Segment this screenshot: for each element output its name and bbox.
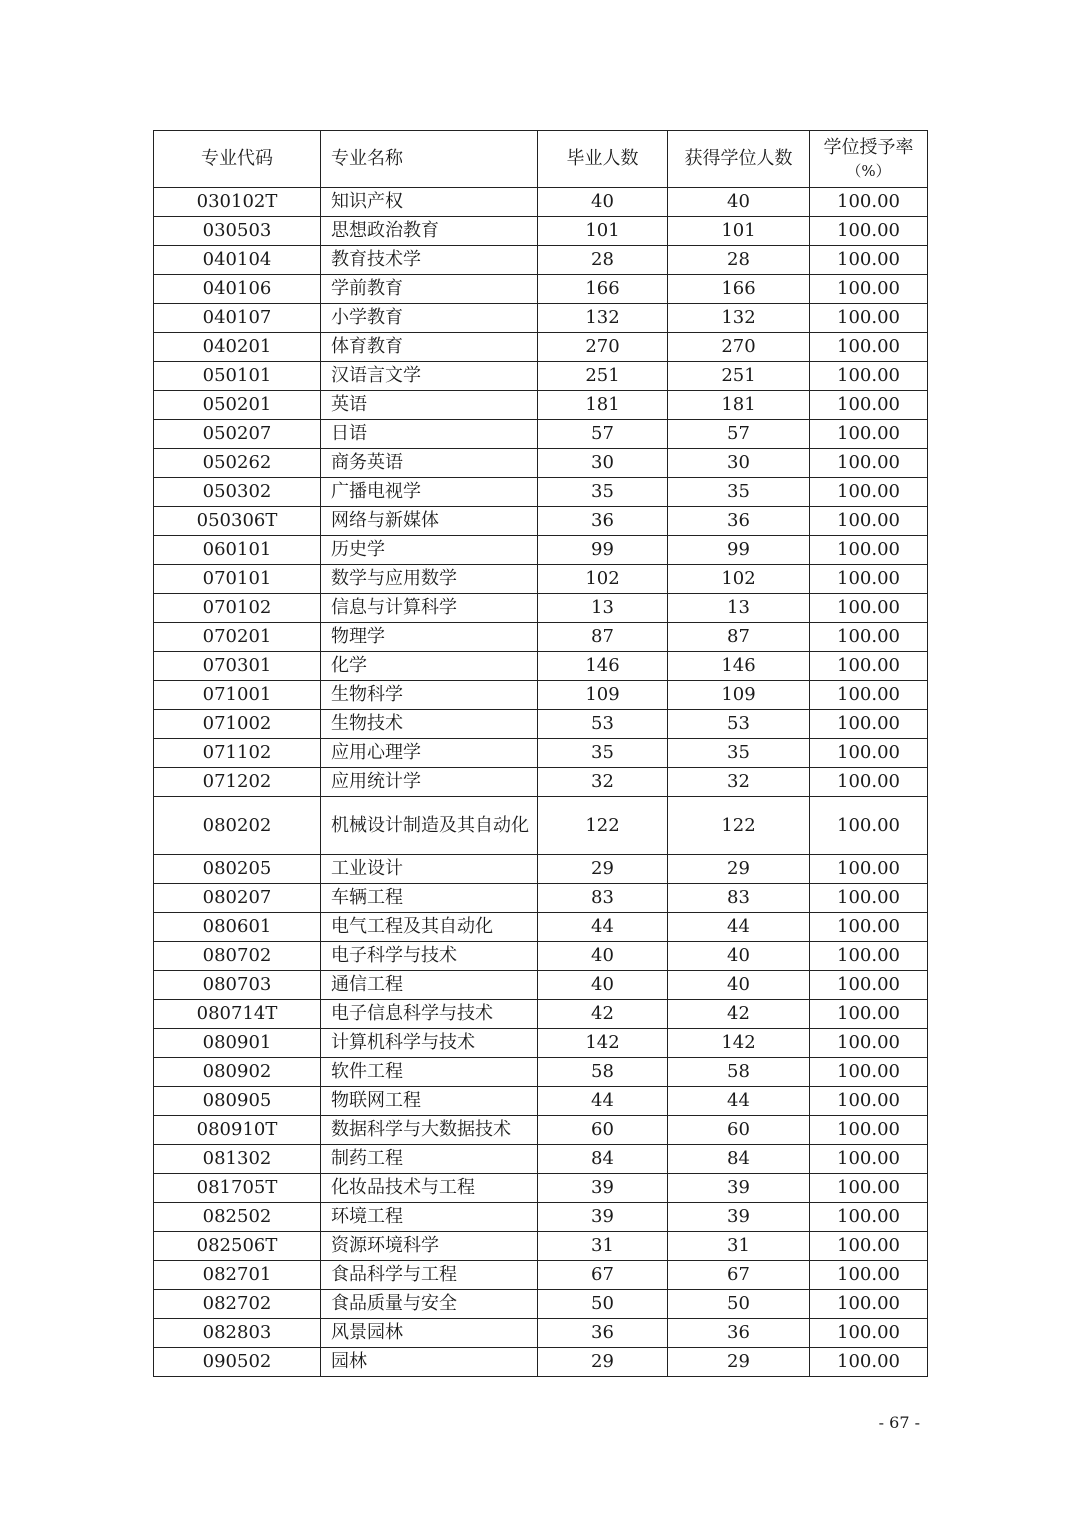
cell-award-rate: 100.00 <box>810 275 928 304</box>
cell-graduates: 36 <box>538 507 668 536</box>
table-header-row <box>154 131 928 188</box>
table-row <box>154 449 928 478</box>
cell-graduates: 84 <box>538 1145 668 1174</box>
cell-graduates: 53 <box>538 710 668 739</box>
cell-graduates: 251 <box>538 362 668 391</box>
cell-degrees-awarded: 60 <box>668 1116 810 1145</box>
cell-degrees-awarded: 32 <box>668 768 810 797</box>
cell-award-rate: 100.00 <box>810 768 928 797</box>
table-row <box>154 536 928 565</box>
cell-major-name: 园林 <box>321 1348 538 1377</box>
cell-major-code: 070101 <box>154 565 321 594</box>
cell-major-name: 历史学 <box>321 536 538 565</box>
table-row <box>154 594 928 623</box>
cell-major-name: 小学教育 <box>321 304 538 333</box>
cell-graduates: 58 <box>538 1058 668 1087</box>
cell-major-code: 040106 <box>154 275 321 304</box>
cell-graduates: 29 <box>538 855 668 884</box>
cell-award-rate: 100.00 <box>810 333 928 362</box>
cell-major-code: 030102T <box>154 188 321 217</box>
table-row <box>154 565 928 594</box>
cell-graduates: 36 <box>538 1319 668 1348</box>
cell-major-code: 080702 <box>154 942 321 971</box>
cell-award-rate: 100.00 <box>810 478 928 507</box>
table-row <box>154 739 928 768</box>
cell-major-name: 广播电视学 <box>321 478 538 507</box>
cell-graduates: 28 <box>538 246 668 275</box>
header-major-code: 专业代码 <box>154 131 321 188</box>
cell-degrees-awarded: 122 <box>668 797 810 855</box>
cell-major-code: 082702 <box>154 1290 321 1319</box>
cell-major-name: 风景园林 <box>321 1319 538 1348</box>
table-row <box>154 217 928 246</box>
cell-major-name: 学前教育 <box>321 275 538 304</box>
table-row <box>154 913 928 942</box>
cell-graduates: 60 <box>538 1116 668 1145</box>
cell-award-rate: 100.00 <box>810 623 928 652</box>
cell-graduates: 35 <box>538 739 668 768</box>
cell-major-code: 040107 <box>154 304 321 333</box>
cell-award-rate: 100.00 <box>810 304 928 333</box>
cell-degrees-awarded: 67 <box>668 1261 810 1290</box>
cell-major-name: 食品科学与工程 <box>321 1261 538 1290</box>
cell-degrees-awarded: 102 <box>668 565 810 594</box>
cell-degrees-awarded: 40 <box>668 971 810 1000</box>
cell-degrees-awarded: 101 <box>668 217 810 246</box>
table-row <box>154 855 928 884</box>
header-award-rate-title: 学位授予率 <box>823 137 914 158</box>
cell-major-code: 050201 <box>154 391 321 420</box>
table-row <box>154 768 928 797</box>
cell-major-code: 070201 <box>154 623 321 652</box>
cell-graduates: 50 <box>538 1290 668 1319</box>
cell-graduates: 40 <box>538 942 668 971</box>
cell-degrees-awarded: 42 <box>668 1000 810 1029</box>
cell-graduates: 39 <box>538 1203 668 1232</box>
table-row <box>154 652 928 681</box>
table-row <box>154 1174 928 1203</box>
cell-award-rate: 100.00 <box>810 884 928 913</box>
cell-degrees-awarded: 35 <box>668 739 810 768</box>
cell-major-code: 070102 <box>154 594 321 623</box>
table-row <box>154 942 928 971</box>
cell-award-rate: 100.00 <box>810 681 928 710</box>
cell-degrees-awarded: 142 <box>668 1029 810 1058</box>
cell-degrees-awarded: 99 <box>668 536 810 565</box>
header-major-name: 专业名称 <box>321 131 538 188</box>
cell-major-code: 050101 <box>154 362 321 391</box>
cell-major-code: 050262 <box>154 449 321 478</box>
cell-award-rate: 100.00 <box>810 1261 928 1290</box>
cell-major-code: 071001 <box>154 681 321 710</box>
cell-major-code: 080902 <box>154 1058 321 1087</box>
cell-major-code: 080207 <box>154 884 321 913</box>
header-graduates: 毕业人数 <box>538 131 668 188</box>
cell-major-name: 化妆品技术与工程 <box>321 1174 538 1203</box>
cell-major-name: 应用统计学 <box>321 768 538 797</box>
cell-major-name: 数学与应用数学 <box>321 565 538 594</box>
table-row <box>154 1319 928 1348</box>
cell-major-name: 应用心理学 <box>321 739 538 768</box>
cell-award-rate: 100.00 <box>810 1232 928 1261</box>
cell-major-code: 060101 <box>154 536 321 565</box>
cell-graduates: 44 <box>538 1087 668 1116</box>
cell-major-name: 化学 <box>321 652 538 681</box>
cell-major-name: 环境工程 <box>321 1203 538 1232</box>
cell-degrees-awarded: 36 <box>668 1319 810 1348</box>
cell-major-name: 数据科学与大数据技术 <box>321 1116 538 1145</box>
cell-major-name: 教育技术学 <box>321 246 538 275</box>
cell-award-rate: 100.00 <box>810 1029 928 1058</box>
cell-major-code: 040104 <box>154 246 321 275</box>
cell-award-rate: 100.00 <box>810 362 928 391</box>
cell-award-rate: 100.00 <box>810 942 928 971</box>
cell-award-rate: 100.00 <box>810 1348 928 1377</box>
table-row <box>154 971 928 1000</box>
table-row <box>154 1116 928 1145</box>
table-row <box>154 478 928 507</box>
cell-major-code: 080202 <box>154 797 321 855</box>
cell-degrees-awarded: 29 <box>668 855 810 884</box>
cell-degrees-awarded: 36 <box>668 507 810 536</box>
cell-award-rate: 100.00 <box>810 652 928 681</box>
table-row <box>154 710 928 739</box>
cell-graduates: 57 <box>538 420 668 449</box>
cell-degrees-awarded: 28 <box>668 246 810 275</box>
cell-award-rate: 100.00 <box>810 1058 928 1087</box>
cell-major-name: 电子信息科学与技术 <box>321 1000 538 1029</box>
table-row <box>154 362 928 391</box>
cell-award-rate: 100.00 <box>810 1174 928 1203</box>
table-row <box>154 246 928 275</box>
cell-major-code: 080703 <box>154 971 321 1000</box>
cell-graduates: 122 <box>538 797 668 855</box>
cell-major-name: 生物技术 <box>321 710 538 739</box>
cell-degrees-awarded: 39 <box>668 1203 810 1232</box>
table-row <box>154 1145 928 1174</box>
cell-graduates: 166 <box>538 275 668 304</box>
cell-degrees-awarded: 40 <box>668 942 810 971</box>
cell-graduates: 102 <box>538 565 668 594</box>
table-row <box>154 333 928 362</box>
degree-statistics-table <box>153 130 928 1377</box>
cell-major-name: 英语 <box>321 391 538 420</box>
page-number: - 67 - <box>878 1413 920 1432</box>
cell-graduates: 132 <box>538 304 668 333</box>
cell-major-name: 网络与新媒体 <box>321 507 538 536</box>
table-row <box>154 1058 928 1087</box>
cell-major-code: 070301 <box>154 652 321 681</box>
cell-graduates: 13 <box>538 594 668 623</box>
table-row <box>154 1232 928 1261</box>
cell-graduates: 39 <box>538 1174 668 1203</box>
cell-graduates: 181 <box>538 391 668 420</box>
cell-award-rate: 100.00 <box>810 449 928 478</box>
cell-graduates: 101 <box>538 217 668 246</box>
cell-award-rate: 100.00 <box>810 1319 928 1348</box>
cell-award-rate: 100.00 <box>810 565 928 594</box>
cell-award-rate: 100.00 <box>810 391 928 420</box>
cell-graduates: 29 <box>538 1348 668 1377</box>
cell-major-name: 物联网工程 <box>321 1087 538 1116</box>
cell-degrees-awarded: 39 <box>668 1174 810 1203</box>
cell-award-rate: 100.00 <box>810 188 928 217</box>
cell-award-rate: 100.00 <box>810 797 928 855</box>
cell-major-name: 知识产权 <box>321 188 538 217</box>
cell-graduates: 35 <box>538 478 668 507</box>
cell-degrees-awarded: 87 <box>668 623 810 652</box>
cell-award-rate: 100.00 <box>810 855 928 884</box>
cell-award-rate: 100.00 <box>810 739 928 768</box>
cell-graduates: 40 <box>538 971 668 1000</box>
cell-major-code: 081705T <box>154 1174 321 1203</box>
cell-major-name: 车辆工程 <box>321 884 538 913</box>
cell-degrees-awarded: 166 <box>668 275 810 304</box>
cell-degrees-awarded: 31 <box>668 1232 810 1261</box>
cell-award-rate: 100.00 <box>810 1290 928 1319</box>
cell-degrees-awarded: 29 <box>668 1348 810 1377</box>
table-row <box>154 188 928 217</box>
cell-degrees-awarded: 13 <box>668 594 810 623</box>
cell-major-name: 机械设计制造及其自动化 <box>321 797 538 855</box>
cell-graduates: 146 <box>538 652 668 681</box>
cell-degrees-awarded: 132 <box>668 304 810 333</box>
cell-major-name: 日语 <box>321 420 538 449</box>
cell-degrees-awarded: 146 <box>668 652 810 681</box>
cell-degrees-awarded: 44 <box>668 1087 810 1116</box>
cell-graduates: 99 <box>538 536 668 565</box>
cell-degrees-awarded: 30 <box>668 449 810 478</box>
cell-degrees-awarded: 83 <box>668 884 810 913</box>
table-row <box>154 1029 928 1058</box>
cell-major-name: 制药工程 <box>321 1145 538 1174</box>
table-row <box>154 681 928 710</box>
cell-major-name: 工业设计 <box>321 855 538 884</box>
cell-major-name: 思想政治教育 <box>321 217 538 246</box>
cell-major-code: 081302 <box>154 1145 321 1174</box>
cell-major-name: 资源环境科学 <box>321 1232 538 1261</box>
cell-major-name: 物理学 <box>321 623 538 652</box>
cell-major-code: 050207 <box>154 420 321 449</box>
table-row <box>154 1087 928 1116</box>
cell-award-rate: 100.00 <box>810 1087 928 1116</box>
table-body <box>154 188 928 1377</box>
cell-degrees-awarded: 53 <box>668 710 810 739</box>
cell-major-code: 040201 <box>154 333 321 362</box>
cell-major-code: 050306T <box>154 507 321 536</box>
cell-major-code: 082803 <box>154 1319 321 1348</box>
cell-major-code: 090502 <box>154 1348 321 1377</box>
cell-award-rate: 100.00 <box>810 710 928 739</box>
cell-major-code: 082701 <box>154 1261 321 1290</box>
cell-degrees-awarded: 270 <box>668 333 810 362</box>
cell-award-rate: 100.00 <box>810 507 928 536</box>
table-row <box>154 420 928 449</box>
cell-award-rate: 100.00 <box>810 913 928 942</box>
cell-major-code: 080714T <box>154 1000 321 1029</box>
table-row <box>154 275 928 304</box>
cell-major-name: 生物科学 <box>321 681 538 710</box>
cell-degrees-awarded: 57 <box>668 420 810 449</box>
cell-major-code: 080601 <box>154 913 321 942</box>
table-row <box>154 1000 928 1029</box>
cell-graduates: 40 <box>538 188 668 217</box>
cell-graduates: 31 <box>538 1232 668 1261</box>
cell-major-name: 电气工程及其自动化 <box>321 913 538 942</box>
cell-graduates: 67 <box>538 1261 668 1290</box>
cell-graduates: 30 <box>538 449 668 478</box>
cell-major-code: 071002 <box>154 710 321 739</box>
cell-degrees-awarded: 50 <box>668 1290 810 1319</box>
cell-graduates: 44 <box>538 913 668 942</box>
cell-major-code: 080205 <box>154 855 321 884</box>
table-row <box>154 1290 928 1319</box>
cell-award-rate: 100.00 <box>810 1203 928 1232</box>
cell-major-code: 071102 <box>154 739 321 768</box>
table-row <box>154 623 928 652</box>
cell-award-rate: 100.00 <box>810 1116 928 1145</box>
cell-major-code: 050302 <box>154 478 321 507</box>
cell-award-rate: 100.00 <box>810 594 928 623</box>
cell-major-code: 080901 <box>154 1029 321 1058</box>
cell-graduates: 42 <box>538 1000 668 1029</box>
table-row <box>154 1203 928 1232</box>
header-award-rate <box>810 131 928 188</box>
cell-major-name: 汉语言文学 <box>321 362 538 391</box>
cell-graduates: 109 <box>538 681 668 710</box>
cell-major-name: 商务英语 <box>321 449 538 478</box>
cell-degrees-awarded: 109 <box>668 681 810 710</box>
header-degrees-awarded: 获得学位人数 <box>668 131 810 188</box>
cell-degrees-awarded: 251 <box>668 362 810 391</box>
cell-major-name: 食品质量与安全 <box>321 1290 538 1319</box>
cell-graduates: 87 <box>538 623 668 652</box>
cell-major-name: 软件工程 <box>321 1058 538 1087</box>
cell-graduates: 270 <box>538 333 668 362</box>
table-row <box>154 884 928 913</box>
cell-award-rate: 100.00 <box>810 971 928 1000</box>
cell-award-rate: 100.00 <box>810 246 928 275</box>
cell-major-code: 080905 <box>154 1087 321 1116</box>
table-row <box>154 304 928 333</box>
cell-major-code: 030503 <box>154 217 321 246</box>
cell-major-code: 080910T <box>154 1116 321 1145</box>
cell-major-name: 信息与计算科学 <box>321 594 538 623</box>
cell-award-rate: 100.00 <box>810 1145 928 1174</box>
cell-award-rate: 100.00 <box>810 217 928 246</box>
cell-major-name: 体育教育 <box>321 333 538 362</box>
cell-award-rate: 100.00 <box>810 420 928 449</box>
cell-major-code: 082502 <box>154 1203 321 1232</box>
cell-graduates: 83 <box>538 884 668 913</box>
cell-degrees-awarded: 44 <box>668 913 810 942</box>
table-row <box>154 1348 928 1377</box>
cell-major-name: 电子科学与技术 <box>321 942 538 971</box>
cell-major-name: 通信工程 <box>321 971 538 1000</box>
cell-graduates: 32 <box>538 768 668 797</box>
cell-award-rate: 100.00 <box>810 536 928 565</box>
cell-degrees-awarded: 181 <box>668 391 810 420</box>
cell-degrees-awarded: 84 <box>668 1145 810 1174</box>
table-row <box>154 391 928 420</box>
cell-major-name: 计算机科学与技术 <box>321 1029 538 1058</box>
table-row <box>154 797 928 855</box>
cell-degrees-awarded: 40 <box>668 188 810 217</box>
cell-major-code: 071202 <box>154 768 321 797</box>
header-award-rate-unit: （%） <box>846 162 891 180</box>
cell-degrees-awarded: 35 <box>668 478 810 507</box>
table-row <box>154 1261 928 1290</box>
cell-graduates: 142 <box>538 1029 668 1058</box>
table-row <box>154 507 928 536</box>
cell-degrees-awarded: 58 <box>668 1058 810 1087</box>
cell-major-code: 082506T <box>154 1232 321 1261</box>
cell-award-rate: 100.00 <box>810 1000 928 1029</box>
